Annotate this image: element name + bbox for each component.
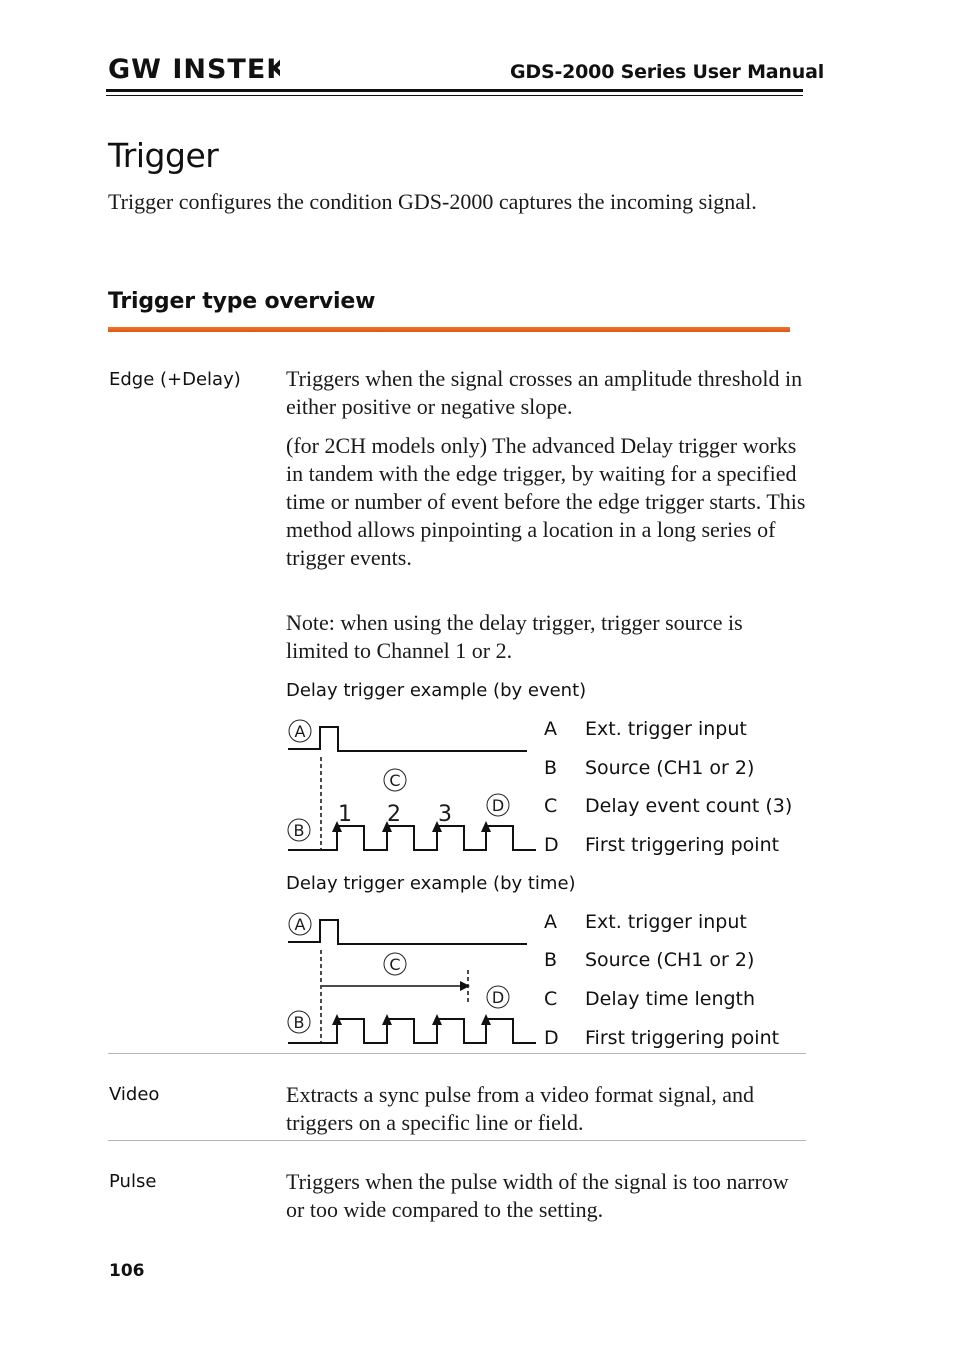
edge-description: Triggers when the signal crosses an amplitude threshold in either positive or negative slope.	[286, 366, 803, 419]
example-caption-event: Delay trigger example (by event)	[286, 680, 587, 701]
legend-time-key-b: B	[544, 949, 558, 971]
event-count-2: 2	[387, 802, 401, 827]
source-waveform	[288, 826, 536, 850]
intro-paragraph: Trigger configures the condition GDS-2000 captures the incoming signal.	[108, 189, 757, 214]
legend-time-text-a: Ext. trigger input	[585, 911, 747, 933]
legend-event-text-b: Source (CH1 or 2)	[585, 757, 755, 779]
legend-event-key-a: A	[544, 718, 557, 740]
page-number: 106	[109, 1261, 145, 1281]
example-caption-time: Delay trigger example (by time)	[286, 873, 576, 894]
row-label-video: Video	[109, 1084, 160, 1105]
event-count-1: 1	[338, 802, 352, 827]
section-title: Trigger type overview	[108, 289, 376, 314]
section-rule	[108, 327, 790, 332]
legend-event-key-d: D	[544, 834, 559, 856]
legend-time-key-d: D	[544, 1027, 559, 1049]
source-waveform	[288, 1019, 536, 1043]
delay-event-diagram	[286, 715, 538, 855]
label-c-text: C	[389, 771, 401, 790]
video-description: Extracts a sync pulse from a video format signal, and triggers on a specific line or field.	[286, 1082, 754, 1135]
legend-event-text-c: Delay event count (3)	[585, 795, 793, 817]
delay-time-diagram	[286, 908, 538, 1048]
header-rule	[106, 89, 803, 92]
manual-title: GDS-2000 Series User Manual	[510, 61, 825, 83]
row-label-pulse: Pulse	[109, 1171, 157, 1192]
page-title: Trigger	[108, 136, 219, 175]
legend-time-key-c: C	[544, 988, 558, 1010]
row-divider	[108, 1053, 806, 1054]
legend-event-text-d: First triggering point	[585, 834, 780, 856]
label-b-text: B	[293, 821, 305, 840]
ext-trigger-waveform	[288, 920, 527, 944]
label-d-text: D	[491, 988, 505, 1007]
brand-logo	[108, 54, 280, 87]
edge-delay-description: (for 2CH models only) The advanced Delay trigger works in tandem with the edge trigger, by waiting for a specified time or number of event before the edge trigger starts. This method allows pinpointing a location in a long series of trigger events.	[286, 433, 806, 570]
label-b-text: B	[293, 1013, 305, 1032]
label-d-text: D	[491, 796, 505, 815]
legend-time-key-a: A	[544, 911, 557, 933]
row-divider	[108, 1140, 806, 1141]
label-c-text: C	[389, 955, 401, 974]
event-count-3: 3	[438, 802, 452, 827]
legend-event-text-a: Ext. trigger input	[585, 718, 747, 740]
edge-note: Note: when using the delay trigger, trigger source is limited to Channel 1 or 2.	[286, 610, 743, 663]
legend-time-text-b: Source (CH1 or 2)	[585, 949, 755, 971]
brand-logo-text: GW INSTEK	[108, 54, 280, 82]
legend-time-text-d: First triggering point	[585, 1027, 780, 1049]
ext-trigger-waveform	[288, 727, 527, 751]
header-rule-thin	[106, 95, 803, 96]
label-a-text: A	[294, 915, 306, 934]
row-label-edge: Edge (+Delay)	[109, 369, 241, 390]
legend-event-key-c: C	[544, 795, 558, 817]
pulse-description: Triggers when the pulse width of the signal is too narrow or too wide compared to the setting.	[286, 1169, 789, 1222]
legend-time-text-c: Delay time length	[585, 988, 756, 1010]
legend-event-key-b: B	[544, 757, 558, 779]
label-a-text: A	[294, 722, 306, 741]
